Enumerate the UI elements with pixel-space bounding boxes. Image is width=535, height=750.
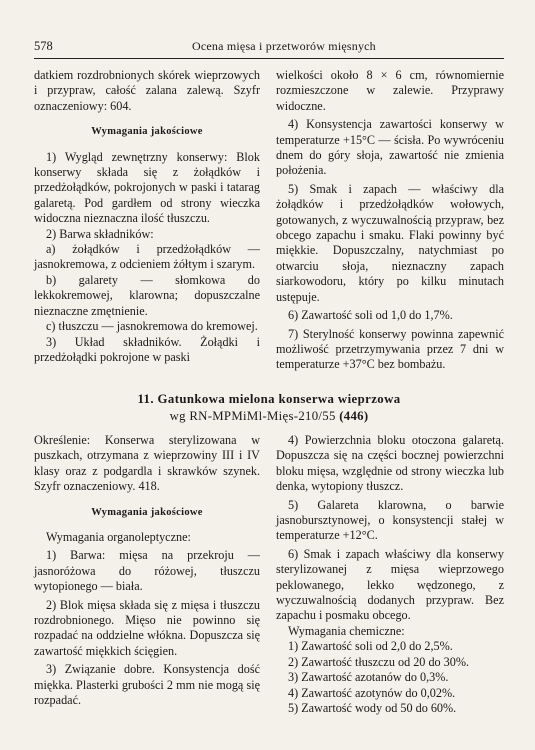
- top-left-column: [34, 68, 260, 365]
- bottom-left-column: [34, 433, 260, 709]
- running-title: Ocena mięsa i przetworów mięsnych: [192, 39, 376, 53]
- paragraph: 5) Smak i zapach — właściwy dla żołądków i przedżołądków wołowych, gotowanych, z wyczuwalnością przypraw, bez obcego zapachu i smaku. Flaki powinny być miękkie. Dopuszczalny, natychmiast po otwarciu słoja, nieznaczny zapach siarkowodoru, który po kilku minutach ustępuje.: [276, 181, 504, 304]
- paragraph: 1) Wygląd zewnętrzny konserwy: Blok konserwy składa się z żołądków i przedżołądków, pokrojonych w paski i tatarag galaretą. Pod gardłem od strony wieczka widoczna nieznaczna ilość tłuszczu.: [34, 149, 260, 226]
- paragraph: Wymagania organoleptyczne:: [46, 530, 191, 545]
- paragraph: 7) Sterylność konserwy powinna zapewnić możliwość przetrzymywania przez 7 dni w temperaturze +37°C bez bombażu.: [276, 326, 504, 372]
- standard-code: wg RN-MPMiMl-Mięs-210/55: [169, 409, 336, 423]
- paragraph: 4) Konsystencja zawartości konserwy w temperaturze +15°C — ścisła. Po wywróceniu dnem do góry słoja, zawartość nie zmienia położenia.: [276, 117, 504, 178]
- bottom-right-column: [276, 433, 504, 716]
- paragraph: datkiem rozdrobnionych skórek wieprzowych i przypraw, całość zalana zalewą. Szyfr oznaczeniowy: 604.: [34, 68, 260, 113]
- paragraph: 1) Barwa: mięsa na przekroju — jasnoróżowa do różowej, tłuszczu wytopionego — biała.: [34, 548, 260, 594]
- list-item: 4) Zawartość azotynów do 0,02%.: [288, 685, 456, 700]
- list-item: 1) Zawartość soli od 2,0 do 2,5%.: [288, 639, 453, 654]
- paragraph: 6) Zawartość soli od 1,0 do 1,7%.: [288, 308, 453, 323]
- paragraph: c) tłuszczu — jasnokremowa do kremowej.: [46, 319, 258, 334]
- paragraph: b) galarety — słomkowa do lekkokremowej, klarowna; dopuszczalne nieznaczne zmętnienie.: [34, 272, 260, 318]
- top-right-column: [276, 68, 504, 373]
- section-standard: [34, 409, 504, 424]
- paragraph: a) żołądków i przedżołądków — jasnokremowa, z odcieniem żółtym i szarym.: [34, 242, 260, 272]
- list-item: 2) Zawartość tłuszczu od 20 do 30%.: [288, 654, 470, 669]
- list-item: 3) Zawartość azotanów do 0,3%.: [288, 670, 449, 685]
- paragraph: 3) Związanie dobre. Konsystencja dość miękka. Plasterki grubości 2 mm nie mogą się rozpadać.: [34, 662, 260, 708]
- paragraph: 3) Układ składników. Żołądki i przedżołądki pokrojone w paski: [34, 334, 260, 364]
- paragraph: 5) Galareta klarowna, o barwie jasnobursztynowej, o konsystencji stałej w temperaturze +12°C.: [276, 497, 504, 543]
- paragraph: 6) Smak i zapach właściwy dla konserwy sterylizowanej z mięsa wieprzowego peklowanego, lekko wędzonego, z wyczuwalnością dodanych przypraw. Bez zapachu i posmaku obcego.: [276, 546, 504, 623]
- paragraph: 2) Blok mięsa składa się z mięsa i tłuszczu rozdrobnionego. Mięso nie powinno się rozpadać na oddzielne włókna. Dopuszcza się zawartość miękkich ścięgien.: [34, 597, 260, 658]
- section-heading: Wymagania jakościowe: [91, 506, 203, 518]
- paragraph: Wymagania chemiczne:: [288, 623, 405, 638]
- list-item: 5) Zawartość wody od 50 do 60%.: [288, 700, 457, 715]
- paragraph: wielkości około 8 × 6 cm, równomiernie rozmieszczone w zalewie. Przyprawy widoczne.: [276, 68, 504, 113]
- section-heading: Wymagania jakościowe: [91, 126, 203, 138]
- page-header: [34, 36, 504, 59]
- paragraph: 4) Powierzchnia bloku otoczona galaretą. Dopuszcza się na części bocznej powierzchni bloku mięsa, względnie od strony wieczka lub denka, wytopiony tłuszcz.: [276, 433, 504, 494]
- page-number: 578: [34, 39, 53, 53]
- paragraph: 2) Barwa składników:: [46, 226, 154, 241]
- paragraph: Określenie: Konserwa sterylizowana w puszkach, otrzymana z wieprzowiny III i IV klasy oraz z podgardla i skrawków szynek. Szyfr oznaczeniowy. 418.: [34, 433, 260, 494]
- section-title: 11. Gatunkowa mielona konserwa wieprzowa: [137, 392, 401, 406]
- standard-number: (446): [339, 409, 369, 423]
